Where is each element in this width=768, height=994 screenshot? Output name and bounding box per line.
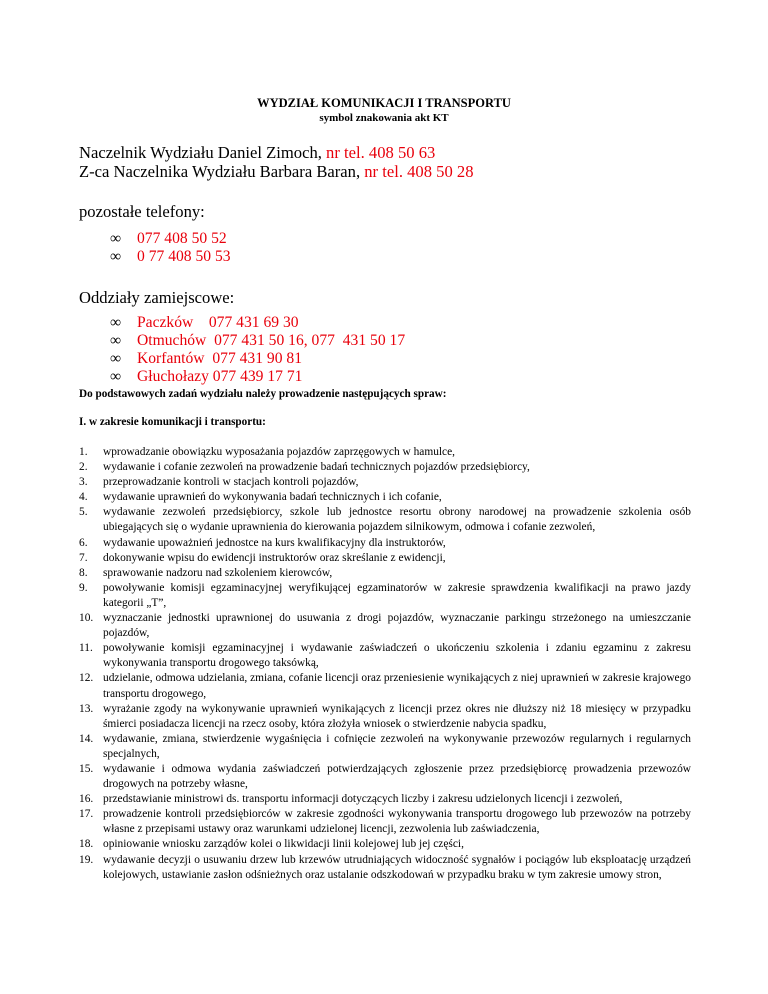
list-item <box>79 853 691 883</box>
deputy-head <box>79 162 474 182</box>
phone-item <box>110 248 231 266</box>
item-number: 4. <box>79 491 88 504</box>
item-number: 10. <box>79 612 94 625</box>
branch-text: Korfantów 077 431 90 81 <box>137 350 303 367</box>
list-item <box>79 792 691 807</box>
item-number: 12. <box>79 672 94 685</box>
head-phone: nr tel. 408 50 63 <box>321 143 436 162</box>
item-number: 6. <box>79 536 88 549</box>
list-item <box>79 551 691 566</box>
list-item <box>79 505 691 535</box>
item-text: przedstawianie ministrowi ds. transportu informacji dotyczących liczby i zakresu udzielonych licencji i zezwoleń, <box>103 793 623 806</box>
list-item <box>79 762 691 792</box>
item-number: 5. <box>79 506 88 519</box>
other-phones-label: pozostałe telefony: <box>79 202 205 221</box>
infinity-bullet-icon: ∞ <box>110 332 122 349</box>
branch-text: Głuchołazy 077 439 17 71 <box>137 368 303 385</box>
branch-item <box>110 368 302 386</box>
section-title: I. w zakresie komunikacji i transportu: <box>79 416 266 428</box>
department-title: WYDZIAŁ KOMUNIKACJI I TRANSPORTU <box>257 96 511 110</box>
list-item <box>79 702 691 732</box>
phone-number: 077 408 50 52 <box>137 230 227 247</box>
item-text: wydawanie i cofanie zezwoleń na prowadzenie badań technicznych pojazdów przedsiębiorcy, <box>103 461 530 474</box>
item-number: 18. <box>79 838 94 851</box>
item-number: 1. <box>79 446 88 458</box>
item-text: wydawanie i odmowa wydania zaświadczeń potwierdzających zgłoszenie przez przedsiębiorcę prowadzenia przewozów drogowych na potrzeby własne, <box>103 762 691 791</box>
task-list <box>79 445 691 883</box>
item-number: 9. <box>79 581 88 594</box>
deputy-name: Z-ca Naczelnika Wydziału Barbara Baran, <box>79 162 361 181</box>
infinity-bullet-icon: ∞ <box>110 314 122 331</box>
infinity-bullet-icon: ∞ <box>110 248 122 265</box>
branch-item <box>110 314 299 332</box>
list-item <box>79 611 691 641</box>
item-text: dokonywanie wpisu do ewidencji instruktorów oraz skreślanie z ewidencji, <box>103 551 446 564</box>
item-text: sprawowanie nadzoru nad szkoleniem kierowców, <box>103 566 333 579</box>
branch-text: Otmuchów 077 431 50 16, 077 431 50 17 <box>137 332 406 349</box>
head-name: Naczelnik Wydziału Daniel Zimoch, <box>79 143 322 162</box>
list-item <box>79 490 691 505</box>
branch-text: Paczków 077 431 69 30 <box>137 314 299 331</box>
item-text: prowadzenie kontroli przedsiębiorców w zakresie zgodności wykonywania transportu drogowego lub przewozów na potrzeby własne z przepisami ustawy oraz warunkami udzielonej licencji, zezwolenia lub zaświadczenia, <box>103 808 691 836</box>
item-text: przeprowadzanie kontroli w stacjach kontroli pojazdów, <box>103 476 359 489</box>
item-text: opiniowanie wniosku zarządów kolei o likwidacji linii kolejowej lub jej części, <box>103 838 464 851</box>
item-text: wprowadzanie obowiązku wyposażania pojazdów zaprzęgowych w hamulce, <box>103 446 456 458</box>
item-text: wydawanie uprawnień do wykonywania badań technicznych i ich cofanie, <box>103 491 442 504</box>
list-item <box>79 837 691 852</box>
deputy-phone: nr tel. 408 50 28 <box>360 162 474 181</box>
item-number: 13. <box>79 702 94 715</box>
item-number: 3. <box>79 476 88 489</box>
item-number: 17. <box>79 808 94 821</box>
item-text: wydawanie decyzji o usuwaniu drzew lub krzewów utrudniających widoczność sygnałów i pociągów lub eksploatację urządzeń kolejowych, ustawianie zasłon odśnieżnych oraz ustalanie odszkodowań w przypadku braku w tym zakresie umowy stron, <box>103 853 691 881</box>
item-text: wydawanie upoważnień jednostce na kurs kwalifikacyjny dla instruktorów, <box>103 536 446 549</box>
phone-item <box>110 230 227 248</box>
list-item <box>79 536 691 551</box>
item-number: 8. <box>79 566 88 579</box>
item-text: wydawanie, zmiana, stwierdzenie wygaśnięcia i cofnięcie zezwoleń na wykonywanie przewozów regularnych i regularnych specjalnych, <box>103 732 691 760</box>
head-of-department <box>79 143 435 163</box>
branch-item <box>110 350 302 368</box>
infinity-bullet-icon: ∞ <box>110 368 122 385</box>
item-text: powoływanie komisji egzaminacyjnej i wydawanie zaświadczeń o ukończeniu szkolenia i zdaniu egzaminu z zakresu wykonywania transportu drogowego taksówką, <box>103 642 691 670</box>
item-number: 7. <box>79 551 88 564</box>
list-item <box>79 460 691 475</box>
list-item <box>79 445 691 460</box>
list-item <box>79 641 691 671</box>
infinity-bullet-icon: ∞ <box>110 230 122 247</box>
list-item <box>79 807 691 837</box>
item-text: wydawanie zezwoleń przedsiębiorcy, szkole lub jednostce resortu obrony narodowej na prowadzenie szkolenia osób ubiegających się o wydanie uprawnienia do kierowania pojazdem silnikowym, odmowa i cofanie zezwoleń, <box>103 506 691 534</box>
item-text: udzielanie, odmowa udzielania, zmiana, cofanie licencji oraz przeniesienie wynikających z niej uprawnień w zakresie krajowego transportu drogowego, <box>103 672 691 700</box>
item-number: 2. <box>79 461 88 474</box>
file-symbol: symbol znakowania akt KT <box>319 112 449 124</box>
item-number: 11. <box>79 642 93 655</box>
item-number: 19. <box>79 853 94 866</box>
list-item <box>79 581 691 611</box>
phone-number: 0 77 408 50 53 <box>137 248 231 265</box>
item-number: 16. <box>79 793 94 806</box>
item-text: wyznaczanie jednostki uprawnionej do usuwania z drogi pojazdów, wyznaczanie parkingu strzeżonego na umieszczanie pojazdów, <box>103 612 691 640</box>
infinity-bullet-icon: ∞ <box>110 350 122 367</box>
list-item <box>79 475 691 490</box>
item-number: 14. <box>79 732 94 745</box>
item-text: wyrażanie zgody na wykonywanie uprawnień wynikających z licencji przez okres nie dłuższy niż 18 miesięcy w przypadku śmierci posiadacza licencji na rzecz osoby, która złożyła wniosek o stwierdzenie nabycia spadku, <box>103 702 691 730</box>
intro-text: Do podstawowych zadań wydziału należy prowadzenie następujących spraw: <box>79 388 447 400</box>
branch-item <box>110 332 405 350</box>
branches-label: Oddziały zamiejscowe: <box>79 288 235 307</box>
list-item <box>79 566 691 581</box>
item-number: 15. <box>79 762 94 775</box>
list-item <box>79 732 691 762</box>
item-text: powoływanie komisji egzaminacyjnej weryfikującej egzaminatorów w zakresie sprawdzenia kwalifikacji na prawo jazdy kategorii „T”, <box>103 581 691 609</box>
list-item <box>79 671 691 701</box>
